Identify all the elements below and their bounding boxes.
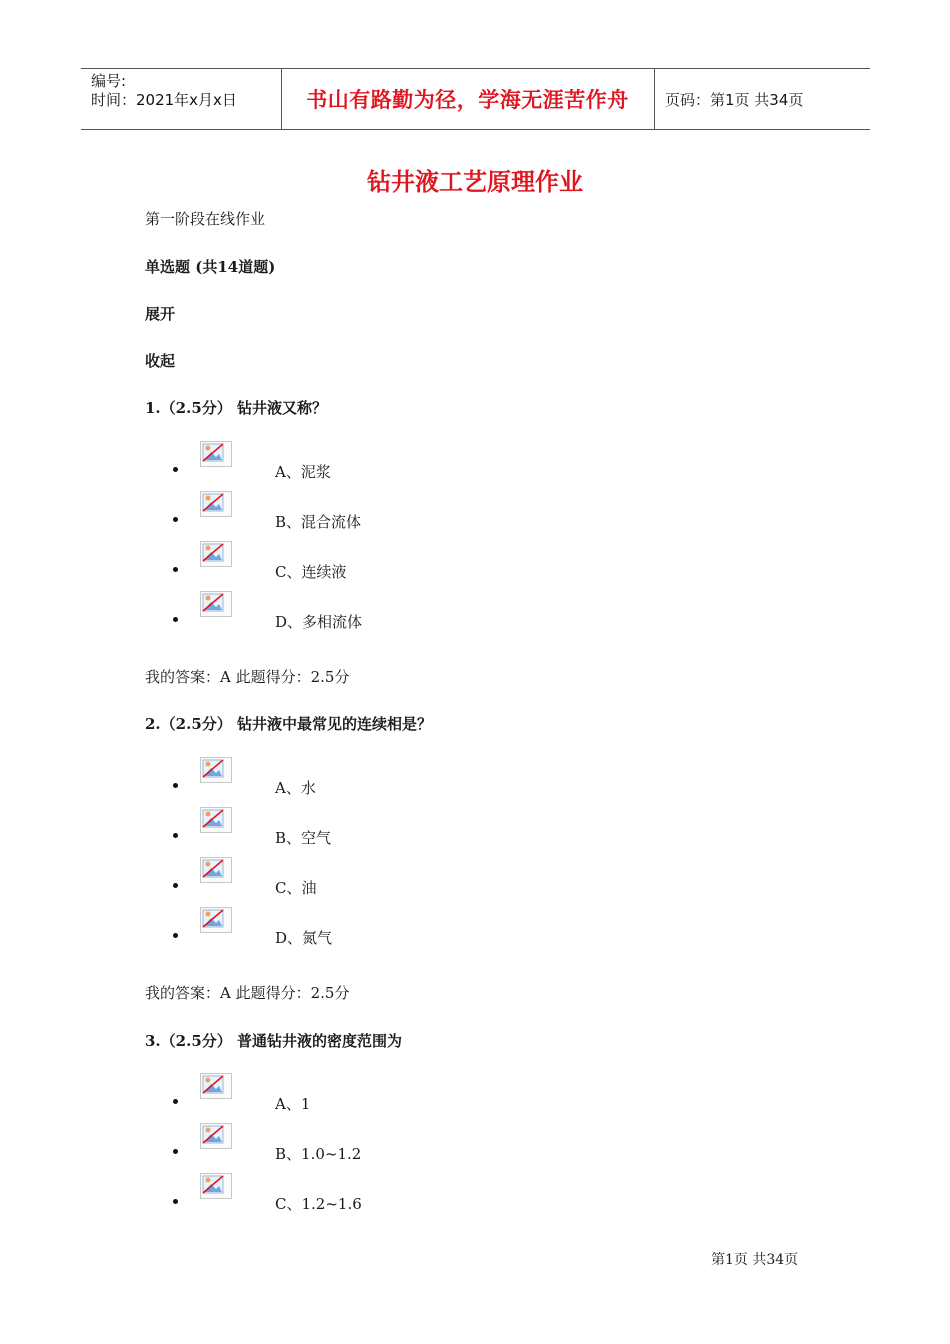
page-header <box>81 68 870 130</box>
time-label: 时间：2021年x月x日 <box>91 91 237 109</box>
bullet-icon <box>173 617 178 622</box>
broken-image-icon <box>200 441 232 467</box>
question-1-text: 1.（2.5分） 钻井液又称？ <box>145 399 327 417</box>
question-1-option-b[interactable] <box>170 491 470 535</box>
page-info: 页码：第1页 共34页 <box>665 90 804 109</box>
question-2-answer: 我的答案：A 此题得分：2.5分 <box>145 984 350 1002</box>
page-footer: 第1页 共34页 <box>711 1252 799 1268</box>
question-1-option-d[interactable] <box>170 591 470 635</box>
bullet-icon <box>173 933 178 938</box>
option-label: B、空气 <box>275 829 332 847</box>
option-label: C、油 <box>275 879 317 897</box>
bullet-icon <box>173 883 178 888</box>
question-2-option-d[interactable] <box>170 907 470 951</box>
option-label: A、泥浆 <box>275 463 331 481</box>
question-2-option-c[interactable] <box>170 857 470 901</box>
broken-image-icon <box>200 807 232 833</box>
question-1-option-c[interactable] <box>170 541 470 585</box>
question-2-option-b[interactable] <box>170 807 470 851</box>
question-1-option-a[interactable] <box>170 441 470 485</box>
question-3-option-a[interactable] <box>170 1073 470 1117</box>
bullet-icon <box>173 833 178 838</box>
collapse-link[interactable]: 收起 <box>145 352 176 370</box>
question-2-option-a[interactable] <box>170 757 470 801</box>
option-label: A、水 <box>275 779 316 797</box>
bullet-icon <box>173 467 178 472</box>
broken-image-icon <box>200 757 232 783</box>
option-label: C、连续液 <box>275 563 347 581</box>
broken-image-icon <box>200 491 232 517</box>
option-label: B、混合流体 <box>275 513 362 531</box>
bullet-icon <box>173 1199 178 1204</box>
bullet-icon <box>173 1149 178 1154</box>
motto-text: 书山有路勤为径，学海无涯苦作舟 <box>306 88 629 112</box>
option-label: D、氮气 <box>275 929 333 947</box>
broken-image-icon <box>200 1173 232 1199</box>
option-label: C、1.2~1.6 <box>275 1195 362 1213</box>
option-label: A、1 <box>275 1095 311 1113</box>
question-2-text: 2.（2.5分） 钻井液中最常见的连续相是？ <box>145 715 432 733</box>
bullet-icon <box>173 1099 178 1104</box>
section-heading: 单选题 (共14道题) <box>145 258 276 276</box>
expand-link[interactable]: 展开 <box>145 305 176 323</box>
question-3-text: 3.（2.5分） 普通钻井液的密度范围为 <box>145 1032 402 1050</box>
question-1-answer: 我的答案：A 此题得分：2.5分 <box>145 668 350 686</box>
bullet-icon <box>173 783 178 788</box>
option-label: B、1.0~1.2 <box>275 1145 362 1163</box>
header-meta-cell <box>81 69 282 129</box>
broken-image-icon <box>200 541 232 567</box>
header-motto-cell <box>281 69 655 129</box>
broken-image-icon <box>200 1073 232 1099</box>
bullet-icon <box>173 567 178 572</box>
bullet-icon <box>173 517 178 522</box>
number-label: 编号: <box>91 72 127 90</box>
broken-image-icon <box>200 907 232 933</box>
broken-image-icon <box>200 1123 232 1149</box>
document-title: 钻井液工艺原理作业 <box>367 168 583 196</box>
header-page-cell <box>655 69 870 129</box>
question-3-option-c[interactable] <box>170 1173 470 1217</box>
broken-image-icon <box>200 857 232 883</box>
question-3-option-b[interactable] <box>170 1123 470 1167</box>
broken-image-icon <box>200 591 232 617</box>
stage-label: 第一阶段在线作业 <box>145 210 266 228</box>
option-label: D、多相流体 <box>275 613 363 631</box>
